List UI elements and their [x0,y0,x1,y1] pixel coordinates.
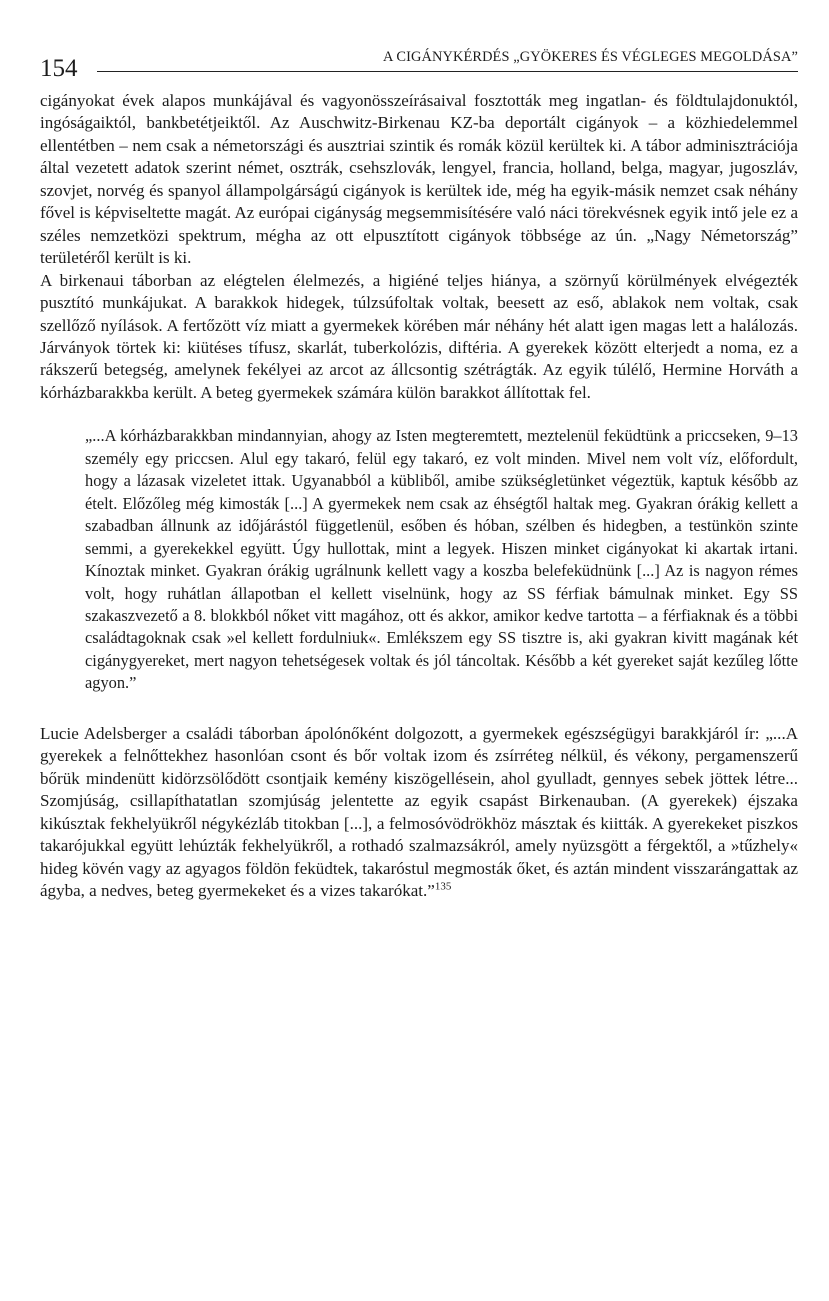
paragraph: cigányokat évek alapos munkájával és vagyonösszeírásaival fosztották meg ingatlan- és földtulajdonuktól, ingóságaiktól, bankbetétjeiktől. Az Auschwitz-Birkenau KZ-ba deportált cigányok – a közhiedelemmel ellentétben – nem csak a németországi és ausztriai szintik és romák közül kerültek ki. A tábor adminisztrációja által vezetett adatok szerint német, osztrák, csehszlovák, lengyel, francia, holland, belga, magyar, jugoszláv, szovjet, norvég és spanyol állampolgárságú cigányok is kerültek ide, még ha egyik-másik nemzet csak néhány fővel is képviseltette magát. Az európai cigányság megsemmisítésére való náci törekvésnek egyik intő jele ez a széles nemzetközi spektrum, mégha az ott elpusztított cigányok többsége az ún. „Nagy Németország” területéről került is ki. [40,91,798,268]
book-page [40,38,798,902]
closing-section [40,723,798,903]
main-text [40,90,798,404]
closing-paragraph-text: Lucie Adelsberger a családi táborban ápolónőként dolgozott, a gyermekek egészségügyi barakkjáról ír: „...A gyerekek a felnőttekhez hasonlóan csont és bőr voltak izom és zsírréteg nélkül, és vékony, pergamenszerű bőrük mindenütt kidörzsölődött csontjaik kemény kiszögellésein, ahol gyulladt, gennyes sebek jöttek létre... Szomjúság, csillapíthatatlan szomjúság jelentette az egyik csapást Birkenauban. (A gyerekek) éjszaka kikúsztak fekhelyükről négykézláb titokban [...], a felmosóvödrökhöz másztak és kiitták. A gyerekeket piszkos takarójukkal együtt lehúzták fekhelyükről, a rothadó szalmazsákról, amely nyüzsgött a férgektől, a »tűzhely« hideg kövén vagy az agyagos földön feküdtek, takaróstul megmosták őket, és aztán mindent visszarángattak az ágyba, a nedves, beteg gyermekeket és a vizes takarókat.” [40,723,798,900]
page-header [40,38,798,86]
quote-text: „...A kórházbarakkban mindannyian, ahogy az Isten megteremtett, meztelenül feküdtünk a priccseken, 9–13 személy egy priccsen. Alul egy takaró, felül egy takaró, ez volt minden. Mivel nem volt víz, előfordult, hogy a lázasak vizeletet ittak. Ugyanabból a kübliből, amibe szükségletünket végeztük, kaptuk később az ételt. Előzőleg még kimosták [...] A gyermekek nem csak az éhségtől haltak meg. Gyakran órákig kellett a szabadban állnunk az időjárástól függetlenül, esőben és hóban, szélben és hidegben, a testünkön szinte semmi, a gyerekekkel együtt. Úgy hullottak, mint a legyek. Hiszen minket cigányokat ki akartak irtani. Kínoztak minket. Gyakran órákig ugrálnunk kellett vagy a koszba belefeküdnünk [...] Az is nagyon rémes volt, hogy ruhátlan állapotban el kellett viselnünk, hogy az SS férfiak bámulnak minket. Egy SS szakaszvezető a 8. blokkból nőket vitt magához, ott és akkor, amikor kedve tartotta – a férfiaknak és a többi családtagoknak csak »el kellett fordulniuk«. Emlékszem egy SS tisztre is, aki gyakran kivitt magának két cigánygyereket, mert nagyon tehetségesek voltak és jól táncoltak. Később a két gyereket saját kezűleg lőtte agyon.” [85,426,798,693]
page-number: 154 [40,55,78,82]
paragraph: A birkenaui táborban az elégtelen élelmezés, a higiéné teljes hiánya, a szörnyű körülmények elvégezték pusztító munkájukat. A barakkok hidegek, túlzsúfoltak voltak, beesett az eső, ablakok nem voltak, csak szellőző nyílások. A fertőzött víz miatt a gyermekek körében már néhány hét alatt igen magas lett a halálozás. Járványok törtek ki: kiütéses tífusz, skarlát, tuberkolózis, diftéria. A gyerekek között elterjedt a noma, ez a rákszerű betegség, amelynek fekélyei az arcot az állcsontig szétrágták. Az egyik túlélő, Hermine Horváth a kórházbarakkba került. A beteg gyermekek számára külön barakkot állítottak fel. [40,270,798,402]
footnote-reference[interactable]: 135 [434,880,452,893]
running-title: A CIGÁNYKÉRDÉS „GYÖKERES ÉS VÉGLEGES MEGOLDÁSA” [383,49,798,65]
header-rule [97,71,798,72]
closing-paragraph [40,723,798,903]
block-quote [85,425,798,694]
